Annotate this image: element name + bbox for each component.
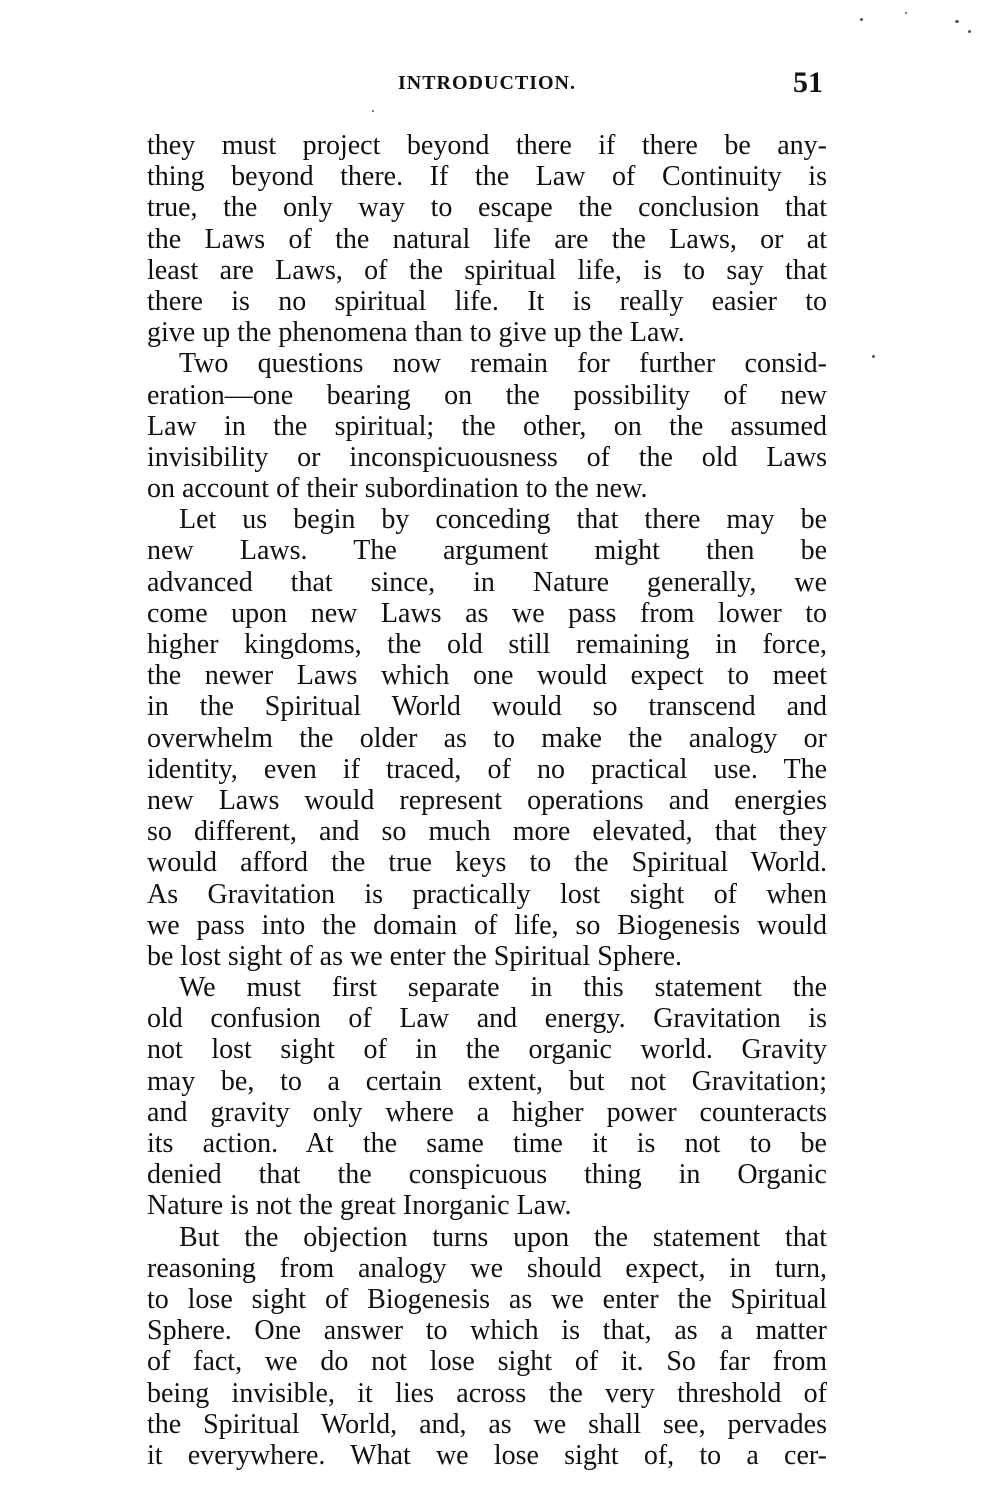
text-line: be lost sight of as we enter the Spiritual Sphere. (147, 940, 682, 972)
text-line: eration—one bearing on the possibility of new (147, 379, 827, 411)
text-line: denied that the conspicuous thing in Organic (147, 1159, 827, 1191)
text-line: old confusion of Law and energy. Gravitation is (147, 1003, 827, 1035)
text-line: being invisible, it lies across the very threshold of (147, 1377, 827, 1409)
body-text (147, 130, 827, 1471)
paragraph-start-line: Let us begin by conceding that there may be (179, 504, 827, 536)
text-line: of fact, we do not lose sight of it. So far from (147, 1346, 827, 1378)
text-line: higher kingdoms, the old still remaining in force, (147, 629, 827, 660)
text-line: new Laws. The argument might then be (147, 535, 827, 567)
text-line: identity, even if traced, of no practical use. The (147, 753, 827, 785)
running-head (147, 66, 827, 106)
text-line: advanced that since, in Nature generally, we (147, 566, 827, 598)
text-line: Nature is not the great Inorganic Law. (147, 1190, 572, 1222)
text-line: so different, and so much more elevated, that they (147, 816, 827, 848)
paragraph-start-line: We must first separate in this statement the (179, 972, 827, 1004)
text-line: Law in the spiritual; the other, on the assumed (147, 410, 827, 442)
text-line: to lose sight of Biogenesis as we enter the Spiritual (147, 1283, 827, 1315)
paragraph-start-line: Two questions now remain for further consid- (179, 348, 827, 380)
text-line: invisibility or inconspicuousness of the old Laws (147, 441, 827, 473)
text-line: least are Laws, of the spiritual life, is to say that (147, 254, 827, 286)
running-title: INTRODUCTION. (397, 72, 577, 94)
text-line: its action. At the same time it is not to be (147, 1128, 827, 1159)
text-line: overwhelm the older as to make the analogy or (147, 722, 827, 754)
text-line: Sphere. One answer to which is that, as a matter (147, 1315, 827, 1347)
text-line: reasoning from analogy we should expect, in turn, (147, 1252, 827, 1284)
scan-speck (968, 30, 971, 33)
text-line: may be, to a certain extent, but not Gravitation; (147, 1065, 827, 1097)
text-line: not lost sight of in the organic world. Gravity (147, 1034, 827, 1066)
text-line: the newer Laws which one would expect to meet (147, 660, 827, 692)
text-line: it everywhere. What we lose sight of, to a cer- (147, 1439, 827, 1471)
text-line: in the Spiritual World would so transcend and (147, 691, 827, 723)
scan-speck (372, 110, 374, 112)
text-line: we pass into the domain of life, so Biogenesis would (147, 909, 827, 941)
paragraph-start-line: But the objection turns upon the statement that (179, 1221, 827, 1253)
scan-speck (872, 355, 875, 358)
text-line: thing beyond there. If the Law of Continuity is (147, 161, 827, 193)
text-line: come upon new Laws as we pass from lower to (147, 597, 827, 629)
scan-speck (860, 18, 863, 21)
text-line: and gravity only where a higher power counteracts (147, 1096, 827, 1128)
text-line: there is no spiritual life. It is really easier to (147, 285, 827, 317)
text-line: new Laws would represent operations and energies (147, 784, 827, 816)
text-line: would afford the true keys to the Spiritual World. (147, 847, 827, 879)
text-line: As Gravitation is practically lost sight of when (147, 878, 827, 910)
text-line: the Laws of the natural life are the Laws, or at (147, 223, 827, 255)
text-line: they must project beyond there if there be any- (147, 130, 827, 161)
text-line: on account of their subordination to the new. (147, 473, 648, 505)
scan-speck (905, 12, 907, 14)
text-line: give up the phenomena than to give up the Law. (147, 317, 685, 349)
page-number: 51 (793, 66, 823, 99)
text-line: true, the only way to escape the conclusion that (147, 192, 827, 224)
scan-speck (955, 20, 959, 23)
text-line: the Spiritual World, and, as we shall see, pervades (147, 1408, 827, 1440)
